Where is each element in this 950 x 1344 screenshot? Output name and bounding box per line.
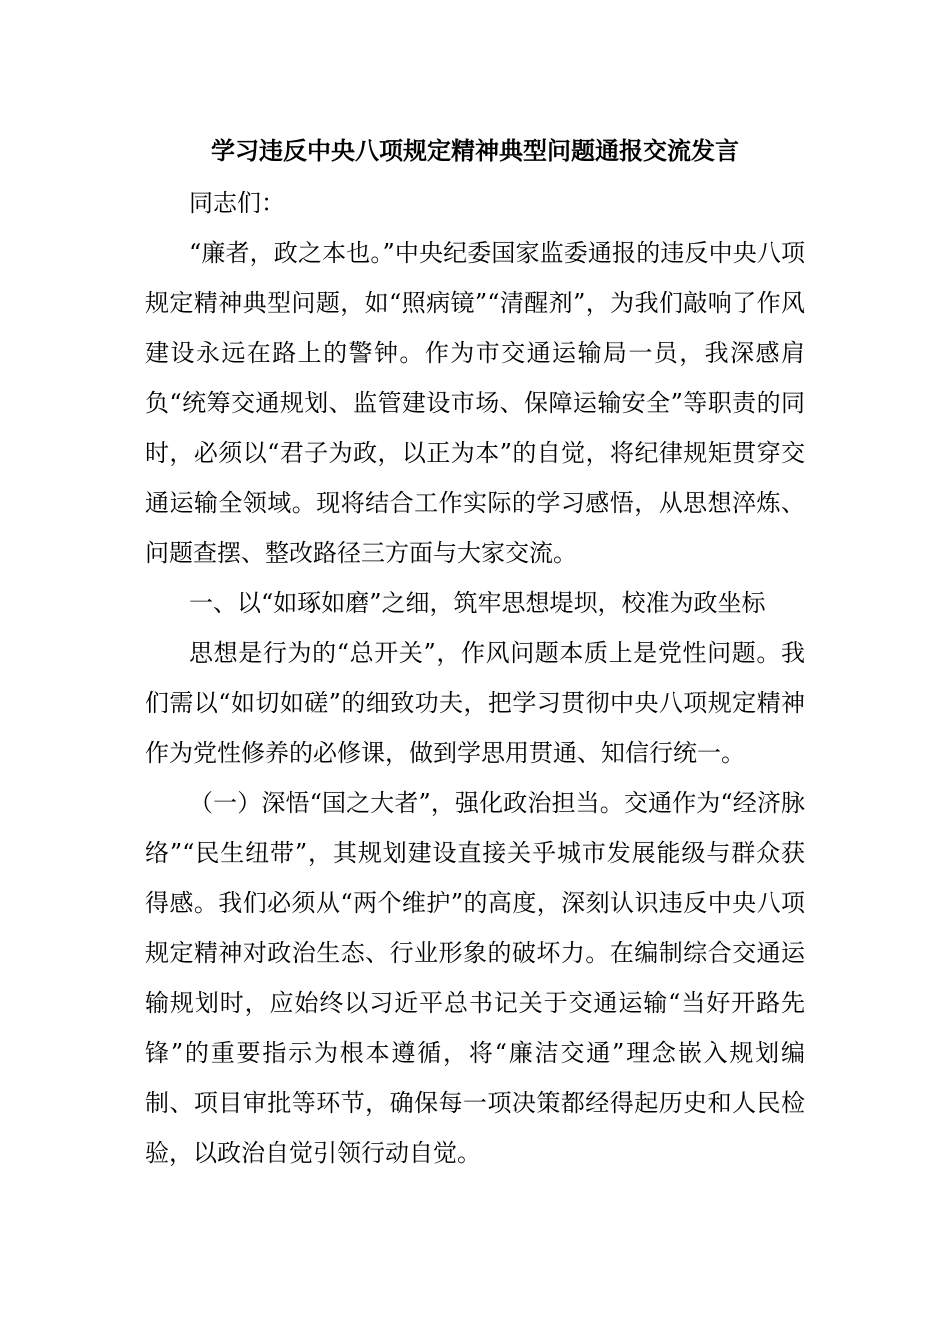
document-body [145, 124, 805, 1178]
salutation: 同志们： [189, 189, 285, 217]
subsection-1-paragraph: （一）深悟“国之大者”，强化政治担当。交通作为“经济脉络”“民生纽带”，其规划建设直接关乎城市发展能级与群众获得感。我们必须从“两个维护”的高度，深刻认识违反中央八项规定精神对政治生态、行业形象的破坏力。在编制综合交通运输规划时，应始终以习近平总书记关于交通运输“当好开路先锋”的重要指示为根本遵循，将“廉洁交通”理念嵌入规划编制、项目审批等环节，确保每一项决策都经得起历史和人民检验，以政治自觉引领行动自觉。 [145, 789, 805, 1167]
section-1-heading: 一、以“如琢如磨”之细，筑牢思想堤坝，校准为政坐标 [189, 589, 766, 617]
section-1-body: 思想是行为的“总开关”，作风问题本质上是党性问题。我们需以“如切如磋”的细致功夫，把学习贯彻中央八项规定精神作为党性修养的必修课，做到学思用贯通、知信行统一。 [145, 639, 805, 767]
intro-paragraph: “廉者，政之本也。”中央纪委国家监委通报的违反中央八项规定精神典型问题，如“照病镜”“清醒剂”，为我们敲响了作风建设永远在路上的警钟。作为市交通运输局一员，我深感肩负“统筹交通规划、监管建设市场、保障运输安全”等职责的同时，必须以“君子为政，以正为本”的自觉，将纪律规矩贯穿交通运输全领域。现将结合工作实际的学习感悟，从思想淬炼、问题查摆、整改路径三方面与大家交流。 [145, 239, 805, 567]
document-title: 学习违反中央八项规定精神典型问题通报交流发言 [211, 137, 739, 165]
